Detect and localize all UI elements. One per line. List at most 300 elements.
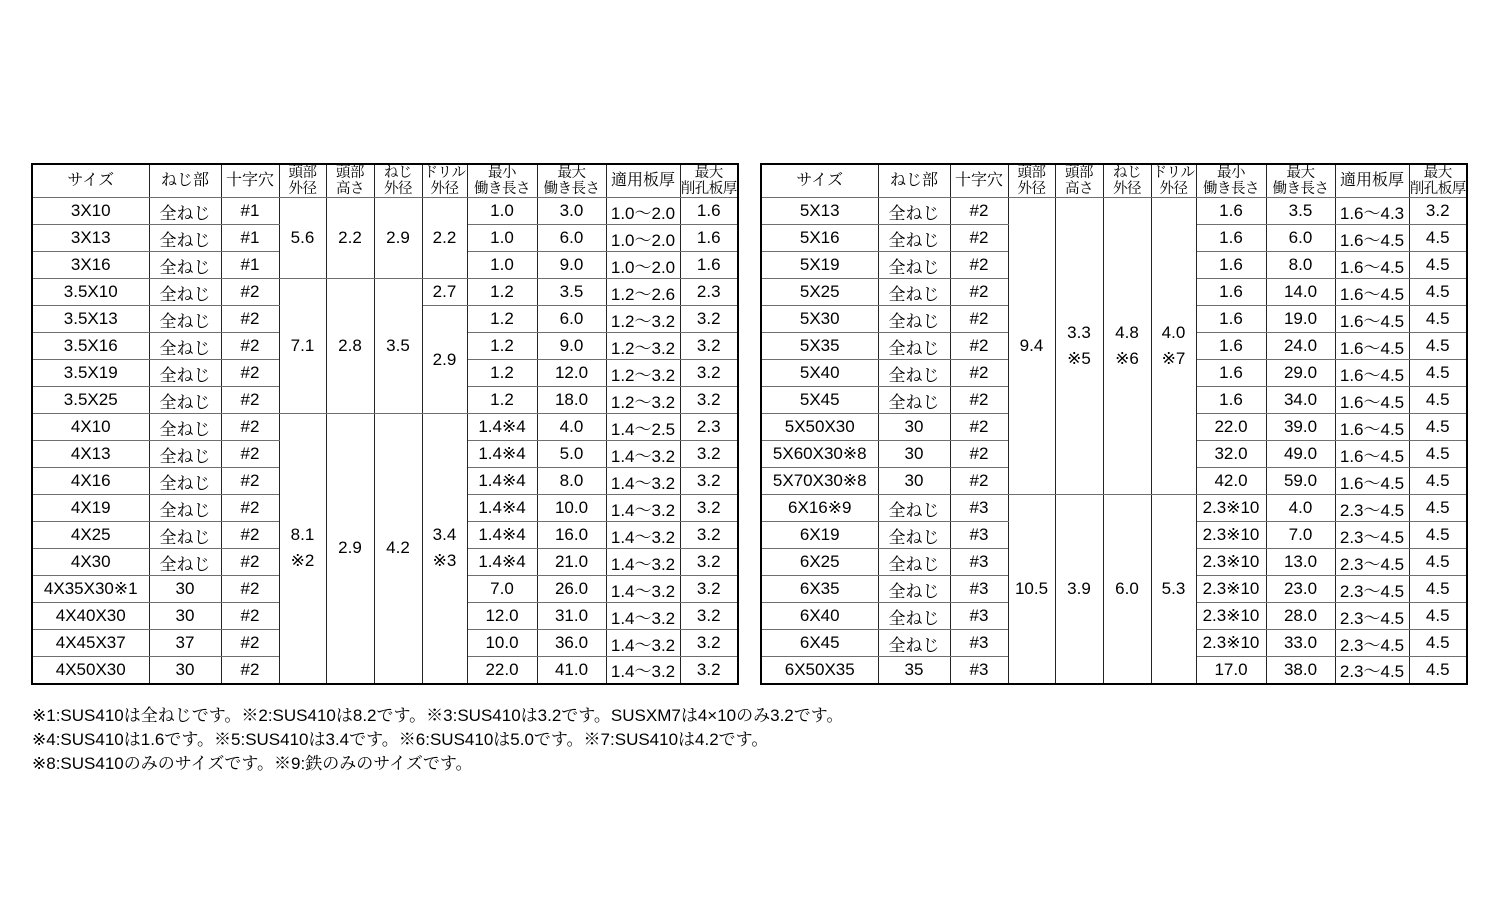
cell-drill_od: 3.4 ※3 <box>422 414 467 684</box>
cell-max_drill_plate: 3.2 <box>680 495 738 522</box>
cell-max_drill_plate: 3.2 <box>680 630 738 657</box>
cell-size: 5X40 <box>761 360 878 387</box>
cell-thread: 35 <box>878 657 950 684</box>
cell-max_drill_plate: 4.5 <box>1409 360 1467 387</box>
cell-min_len: 1.0 <box>467 225 537 252</box>
cell-thread: 全ねじ <box>878 360 950 387</box>
col-header-thread: ねじ部 <box>878 164 950 198</box>
cell-min_len: 22.0 <box>1196 414 1266 441</box>
cell-max_len: 39.0 <box>1266 414 1335 441</box>
cell-recess: #2 <box>221 279 279 306</box>
cell-recess: #2 <box>221 306 279 333</box>
cell-max_drill_plate: 1.6 <box>680 225 738 252</box>
cell-max_len: 7.0 <box>1266 522 1335 549</box>
cell-max_drill_plate: 4.5 <box>1409 657 1467 684</box>
cell-thread_od: 6.0 <box>1103 495 1151 684</box>
cell-drill_od: 2.2 <box>422 198 467 279</box>
cell-size: 5X70X30※8 <box>761 468 878 495</box>
cell-max_len: 4.0 <box>537 414 606 441</box>
cell-thread: 全ねじ <box>149 495 221 522</box>
cell-min_len: 1.6 <box>1196 306 1266 333</box>
cell-max_len: 31.0 <box>537 603 606 630</box>
cell-max_drill_plate: 4.5 <box>1409 468 1467 495</box>
cell-min_len: 1.6 <box>1196 198 1266 225</box>
cell-recess: #3 <box>950 657 1008 684</box>
cell-thread: 全ねじ <box>149 360 221 387</box>
cell-max_len: 9.0 <box>537 252 606 279</box>
cell-plate: 1.4～3.2 <box>606 549 680 576</box>
cell-thread: 全ねじ <box>878 549 950 576</box>
cell-thread: 全ねじ <box>878 306 950 333</box>
cell-max_len: 5.0 <box>537 441 606 468</box>
cell-max_len: 21.0 <box>537 549 606 576</box>
col-header-drill_od: ドリル 外径 <box>423 165 466 197</box>
cell-drill_od: 2.9 <box>422 306 467 414</box>
table-row <box>32 198 738 225</box>
cell-thread: 全ねじ <box>149 468 221 495</box>
cell-thread: 30 <box>878 414 950 441</box>
cell-thread: 30 <box>149 657 221 684</box>
cell-max_len: 26.0 <box>537 576 606 603</box>
cell-max_len: 23.0 <box>1266 576 1335 603</box>
cell-size: 3.5X10 <box>32 279 149 306</box>
cell-plate: 2.3～4.5 <box>1335 549 1409 576</box>
cell-thread: 全ねじ <box>878 603 950 630</box>
cell-max_drill_plate: 4.5 <box>1409 252 1467 279</box>
cell-recess: #1 <box>221 252 279 279</box>
col-header-size: サイズ <box>761 164 878 198</box>
cell-size: 4X30 <box>32 549 149 576</box>
cell-drill_od: 2.7 <box>422 279 467 306</box>
cell-plate: 1.6～4.5 <box>1335 279 1409 306</box>
cell-thread_od: 2.9 <box>374 198 422 279</box>
cell-thread: 30 <box>878 468 950 495</box>
cell-plate: 1.6～4.5 <box>1335 252 1409 279</box>
cell-thread: 全ねじ <box>878 387 950 414</box>
cell-recess: #2 <box>221 441 279 468</box>
cell-thread: 全ねじ <box>878 576 950 603</box>
cell-min_len: 1.0 <box>467 198 537 225</box>
cell-thread: 全ねじ <box>149 441 221 468</box>
cell-recess: #2 <box>221 387 279 414</box>
cell-max_drill_plate: 4.5 <box>1409 441 1467 468</box>
cell-recess: #2 <box>950 252 1008 279</box>
cell-thread: 37 <box>149 630 221 657</box>
cell-max_len: 10.0 <box>537 495 606 522</box>
cell-thread: 全ねじ <box>149 549 221 576</box>
cell-plate: 1.0～2.0 <box>606 198 680 225</box>
cell-max_len: 3.0 <box>537 198 606 225</box>
cell-recess: #2 <box>221 468 279 495</box>
footnote-line: ※1:SUS410は全ねじです。※2:SUS410は8.2です。※3:SUS410は3.2です。SUSXM7は4×10のみ3.2です。 <box>32 706 844 725</box>
cell-max_drill_plate: 2.3 <box>680 279 738 306</box>
col-header-max_drill_plate: 最大 削孔板厚 <box>680 165 737 197</box>
cell-plate: 2.3～4.5 <box>1335 522 1409 549</box>
cell-max_drill_plate: 4.5 <box>1409 225 1467 252</box>
cell-min_len: 1.6 <box>1196 225 1266 252</box>
cell-min_len: 12.0 <box>467 603 537 630</box>
cell-min_len: 1.4※4 <box>467 414 537 441</box>
cell-size: 6X40 <box>761 603 878 630</box>
header-row <box>761 164 1467 198</box>
cell-recess: #1 <box>221 225 279 252</box>
cell-recess: #3 <box>950 549 1008 576</box>
cell-min_len: 22.0 <box>467 657 537 684</box>
cell-max_drill_plate: 2.3 <box>680 414 738 441</box>
cell-min_len: 1.2 <box>467 360 537 387</box>
cell-min_len: 1.2 <box>467 306 537 333</box>
cell-min_len: 1.6 <box>1196 279 1266 306</box>
cell-plate: 1.4～3.2 <box>606 522 680 549</box>
cell-recess: #2 <box>950 441 1008 468</box>
cell-max_len: 6.0 <box>537 225 606 252</box>
col-header-recess: 十字穴 <box>221 164 279 198</box>
cell-max_len: 41.0 <box>537 657 606 684</box>
cell-recess: #2 <box>221 630 279 657</box>
cell-plate: 1.4～3.2 <box>606 657 680 684</box>
cell-thread_od: 4.8 ※6 <box>1103 198 1151 495</box>
screw-spec-table-small-sizes <box>31 163 739 685</box>
cell-size: 4X16 <box>32 468 149 495</box>
footnote-line: ※8:SUS410のみのサイズです。※9:鉄のみのサイズです。 <box>32 754 473 773</box>
cell-plate: 2.3～4.5 <box>1335 495 1409 522</box>
cell-recess: #2 <box>950 333 1008 360</box>
cell-head_h: 3.9 <box>1055 495 1103 684</box>
cell-recess: #3 <box>950 603 1008 630</box>
cell-head_h: 2.8 <box>326 279 374 414</box>
cell-plate: 2.3～4.5 <box>1335 630 1409 657</box>
cell-size: 3X16 <box>32 252 149 279</box>
cell-plate: 2.3～4.5 <box>1335 576 1409 603</box>
cell-thread_od: 4.2 <box>374 414 422 684</box>
cell-size: 6X19 <box>761 522 878 549</box>
col-header-recess: 十字穴 <box>950 164 1008 198</box>
cell-plate: 1.6～4.5 <box>1335 441 1409 468</box>
col-header-plate: 適用板厚 <box>1335 164 1409 198</box>
cell-plate: 1.2～3.2 <box>606 333 680 360</box>
cell-recess: #2 <box>221 603 279 630</box>
cell-size: 3.5X13 <box>32 306 149 333</box>
cell-thread: 全ねじ <box>149 306 221 333</box>
cell-max_drill_plate: 4.5 <box>1409 306 1467 333</box>
cell-thread: 全ねじ <box>878 279 950 306</box>
col-header-head_od: 頭部 外径 <box>1008 164 1055 198</box>
cell-min_len: 17.0 <box>1196 657 1266 684</box>
cell-plate: 1.0～2.0 <box>606 225 680 252</box>
col-header-plate: 適用板厚 <box>606 164 680 198</box>
cell-thread: 全ねじ <box>149 414 221 441</box>
col-header-min_len: 最小 働き長さ <box>467 164 537 198</box>
cell-plate: 1.2～2.6 <box>606 279 680 306</box>
cell-drill_od: 4.0 ※7 <box>1151 198 1196 495</box>
cell-max_drill_plate: 3.2 <box>680 441 738 468</box>
col-header-max_len: 最大 働き長さ <box>1266 164 1335 198</box>
footnote-line: ※4:SUS410は1.6です。※5:SUS410は3.4です。※6:SUS410は5.0です。※7:SUS410は4.2です。 <box>32 730 769 749</box>
cell-head_od: 5.6 <box>279 198 326 279</box>
cell-size: 4X35X30※1 <box>32 576 149 603</box>
cell-plate: 1.6～4.5 <box>1335 387 1409 414</box>
table-row <box>761 198 1467 225</box>
cell-max_len: 33.0 <box>1266 630 1335 657</box>
cell-size: 4X50X30 <box>32 657 149 684</box>
cell-max_drill_plate: 3.2 <box>680 360 738 387</box>
cell-drill_od: 5.3 <box>1151 495 1196 684</box>
cell-recess: #2 <box>221 522 279 549</box>
cell-size: 4X13 <box>32 441 149 468</box>
cell-min_len: 1.4※4 <box>467 495 537 522</box>
cell-max_drill_plate: 4.5 <box>1409 495 1467 522</box>
cell-max_len: 29.0 <box>1266 360 1335 387</box>
cell-size: 4X45X37 <box>32 630 149 657</box>
cell-max_drill_plate: 3.2 <box>1409 198 1467 225</box>
col-header-head_od: 頭部 外径 <box>279 164 326 198</box>
cell-thread: 全ねじ <box>878 522 950 549</box>
cell-plate: 1.4～3.2 <box>606 468 680 495</box>
cell-plate: 1.4～3.2 <box>606 441 680 468</box>
cell-max_drill_plate: 3.2 <box>680 549 738 576</box>
col-header-head_h: 頭部 高さ <box>326 164 374 198</box>
col-header-head_h: 頭部 高さ <box>1055 164 1103 198</box>
cell-recess: #2 <box>950 279 1008 306</box>
cell-size: 4X40X30 <box>32 603 149 630</box>
cell-max_len: 13.0 <box>1266 549 1335 576</box>
cell-size: 5X30 <box>761 306 878 333</box>
cell-size: 3X10 <box>32 198 149 225</box>
cell-thread: 30 <box>149 603 221 630</box>
cell-min_len: 32.0 <box>1196 441 1266 468</box>
cell-thread: 全ねじ <box>878 252 950 279</box>
cell-min_len: 2.3※10 <box>1196 576 1266 603</box>
cell-max_len: 19.0 <box>1266 306 1335 333</box>
cell-plate: 2.3～4.5 <box>1335 603 1409 630</box>
cell-max_drill_plate: 4.5 <box>1409 414 1467 441</box>
cell-recess: #2 <box>221 549 279 576</box>
cell-size: 3.5X19 <box>32 360 149 387</box>
table-row <box>32 279 738 306</box>
cell-max_drill_plate: 4.5 <box>1409 522 1467 549</box>
cell-max_drill_plate: 3.2 <box>680 333 738 360</box>
cell-size: 6X16※9 <box>761 495 878 522</box>
cell-head_od: 8.1 ※2 <box>279 414 326 684</box>
cell-thread: 全ねじ <box>149 225 221 252</box>
cell-plate: 1.6～4.5 <box>1335 333 1409 360</box>
cell-recess: #2 <box>950 198 1008 225</box>
cell-recess: #2 <box>950 306 1008 333</box>
cell-min_len: 1.6 <box>1196 387 1266 414</box>
cell-max_drill_plate: 4.5 <box>1409 603 1467 630</box>
cell-recess: #2 <box>221 333 279 360</box>
cell-thread: 全ねじ <box>878 630 950 657</box>
cell-recess: #2 <box>221 414 279 441</box>
header-row <box>32 164 738 198</box>
cell-max_drill_plate: 4.5 <box>1409 279 1467 306</box>
cell-size: 5X13 <box>761 198 878 225</box>
screw-spec-table-large-sizes <box>760 163 1468 685</box>
cell-plate: 1.6～4.5 <box>1335 225 1409 252</box>
cell-min_len: 2.3※10 <box>1196 549 1266 576</box>
cell-plate: 1.4～2.5 <box>606 414 680 441</box>
cell-min_len: 1.2 <box>467 279 537 306</box>
cell-min_len: 7.0 <box>467 576 537 603</box>
cell-max_drill_plate: 4.5 <box>1409 549 1467 576</box>
cell-min_len: 1.0 <box>467 252 537 279</box>
cell-head_od: 10.5 <box>1008 495 1055 684</box>
cell-plate: 1.6～4.5 <box>1335 414 1409 441</box>
cell-size: 3.5X16 <box>32 333 149 360</box>
cell-size: 5X45 <box>761 387 878 414</box>
cell-max_drill_plate: 4.5 <box>1409 630 1467 657</box>
cell-plate: 1.2～3.2 <box>606 306 680 333</box>
cell-max_len: 3.5 <box>537 279 606 306</box>
cell-recess: #2 <box>950 414 1008 441</box>
col-header-max_drill_plate: 最大 削孔板厚 <box>1409 165 1466 197</box>
cell-max_len: 28.0 <box>1266 603 1335 630</box>
cell-head_h: 2.2 <box>326 198 374 279</box>
cell-max_drill_plate: 1.6 <box>680 198 738 225</box>
col-header-max_len: 最大 働き長さ <box>537 164 606 198</box>
cell-head_od: 7.1 <box>279 279 326 414</box>
cell-max_len: 6.0 <box>537 306 606 333</box>
cell-max_drill_plate: 4.5 <box>1409 333 1467 360</box>
cell-size: 3.5X25 <box>32 387 149 414</box>
cell-max_len: 3.5 <box>1266 198 1335 225</box>
cell-size: 5X19 <box>761 252 878 279</box>
cell-max_len: 12.0 <box>537 360 606 387</box>
cell-max_drill_plate: 3.2 <box>680 306 738 333</box>
cell-size: 4X25 <box>32 522 149 549</box>
cell-recess: #1 <box>221 198 279 225</box>
cell-recess: #3 <box>950 495 1008 522</box>
cell-min_len: 1.4※4 <box>467 441 537 468</box>
cell-plate: 1.6～4.5 <box>1335 306 1409 333</box>
cell-plate: 1.6～4.3 <box>1335 198 1409 225</box>
cell-size: 6X35 <box>761 576 878 603</box>
cell-plate: 1.4～3.2 <box>606 495 680 522</box>
cell-thread: 全ねじ <box>878 198 950 225</box>
cell-min_len: 1.6 <box>1196 252 1266 279</box>
cell-recess: #2 <box>221 576 279 603</box>
cell-max_drill_plate: 4.5 <box>1409 387 1467 414</box>
cell-thread: 全ねじ <box>149 387 221 414</box>
cell-max_drill_plate: 1.6 <box>680 252 738 279</box>
cell-head_od: 9.4 <box>1008 198 1055 495</box>
cell-thread: 全ねじ <box>878 225 950 252</box>
col-header-thread_od: ねじ 外径 <box>374 164 422 198</box>
cell-thread: 全ねじ <box>878 333 950 360</box>
cell-max_len: 9.0 <box>537 333 606 360</box>
cell-max_len: 38.0 <box>1266 657 1335 684</box>
cell-plate: 1.4～3.2 <box>606 603 680 630</box>
cell-max_len: 6.0 <box>1266 225 1335 252</box>
cell-max_len: 16.0 <box>537 522 606 549</box>
cell-size: 5X16 <box>761 225 878 252</box>
cell-max_len: 8.0 <box>537 468 606 495</box>
cell-max_drill_plate: 4.5 <box>1409 576 1467 603</box>
cell-thread_od: 3.5 <box>374 279 422 414</box>
footnotes <box>32 704 843 776</box>
cell-thread: 全ねじ <box>149 333 221 360</box>
cell-max_drill_plate: 3.2 <box>680 468 738 495</box>
cell-plate: 1.6～4.5 <box>1335 468 1409 495</box>
cell-size: 6X50X35 <box>761 657 878 684</box>
cell-min_len: 1.2 <box>467 333 537 360</box>
cell-plate: 1.2～3.2 <box>606 360 680 387</box>
cell-size: 5X25 <box>761 279 878 306</box>
cell-thread: 30 <box>149 576 221 603</box>
cell-min_len: 10.0 <box>467 630 537 657</box>
cell-max_drill_plate: 3.2 <box>680 522 738 549</box>
cell-size: 4X10 <box>32 414 149 441</box>
cell-thread: 全ねじ <box>149 252 221 279</box>
cell-max_len: 24.0 <box>1266 333 1335 360</box>
cell-min_len: 1.4※4 <box>467 468 537 495</box>
cell-max_drill_plate: 3.2 <box>680 603 738 630</box>
cell-min_len: 1.6 <box>1196 360 1266 387</box>
cell-plate: 1.0～2.0 <box>606 252 680 279</box>
cell-thread: 30 <box>878 441 950 468</box>
cell-max_len: 36.0 <box>537 630 606 657</box>
cell-min_len: 1.6 <box>1196 333 1266 360</box>
cell-plate: 1.6～4.5 <box>1335 360 1409 387</box>
cell-max_len: 4.0 <box>1266 495 1335 522</box>
cell-recess: #2 <box>221 657 279 684</box>
cell-plate: 1.4～3.2 <box>606 630 680 657</box>
cell-recess: #2 <box>221 360 279 387</box>
cell-recess: #2 <box>950 225 1008 252</box>
cell-thread: 全ねじ <box>878 495 950 522</box>
cell-min_len: 2.3※10 <box>1196 522 1266 549</box>
col-header-thread: ねじ部 <box>149 164 221 198</box>
cell-min_len: 2.3※10 <box>1196 630 1266 657</box>
col-header-size: サイズ <box>32 164 149 198</box>
cell-max_drill_plate: 3.2 <box>680 657 738 684</box>
col-header-thread_od: ねじ 外径 <box>1103 164 1151 198</box>
cell-max_len: 49.0 <box>1266 441 1335 468</box>
cell-head_h: 3.3 ※5 <box>1055 198 1103 495</box>
cell-recess: #3 <box>950 630 1008 657</box>
cell-recess: #3 <box>950 522 1008 549</box>
cell-plate: 1.2～3.2 <box>606 387 680 414</box>
cell-recess: #2 <box>221 495 279 522</box>
cell-plate: 2.3～4.5 <box>1335 657 1409 684</box>
cell-max_len: 14.0 <box>1266 279 1335 306</box>
cell-recess: #2 <box>950 387 1008 414</box>
cell-head_h: 2.9 <box>326 414 374 684</box>
table-row <box>32 414 738 441</box>
cell-plate: 1.4～3.2 <box>606 576 680 603</box>
cell-size: 6X25 <box>761 549 878 576</box>
col-header-min_len: 最小 働き長さ <box>1196 164 1266 198</box>
cell-max_drill_plate: 3.2 <box>680 576 738 603</box>
cell-size: 3X13 <box>32 225 149 252</box>
cell-min_len: 2.3※10 <box>1196 495 1266 522</box>
cell-size: 6X45 <box>761 630 878 657</box>
cell-min_len: 1.4※4 <box>467 522 537 549</box>
cell-size: 5X60X30※8 <box>761 441 878 468</box>
cell-recess: #3 <box>950 576 1008 603</box>
cell-max_len: 34.0 <box>1266 387 1335 414</box>
cell-max_len: 59.0 <box>1266 468 1335 495</box>
cell-size: 4X19 <box>32 495 149 522</box>
cell-min_len: 42.0 <box>1196 468 1266 495</box>
cell-recess: #2 <box>950 468 1008 495</box>
cell-size: 5X50X30 <box>761 414 878 441</box>
cell-max_len: 18.0 <box>537 387 606 414</box>
cell-min_len: 1.2 <box>467 387 537 414</box>
cell-max_len: 8.0 <box>1266 252 1335 279</box>
cell-recess: #2 <box>950 360 1008 387</box>
cell-thread: 全ねじ <box>149 198 221 225</box>
